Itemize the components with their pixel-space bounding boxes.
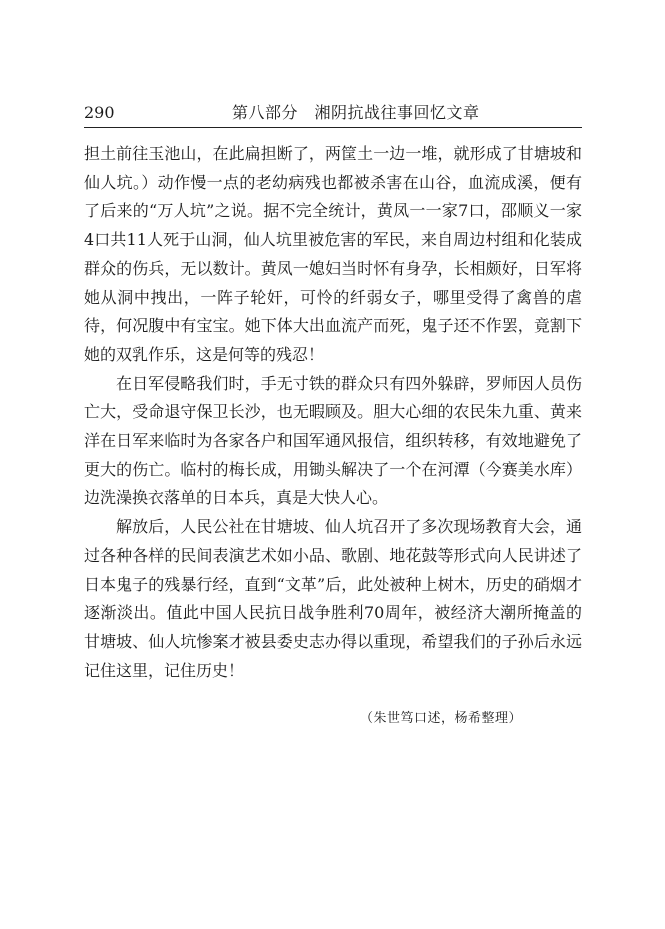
running-title: 第八部分 湘阴抗战往事回忆文章 xyxy=(232,103,480,122)
paragraph: 解放后，人民公社在甘塘坡、仙人坑召开了多次现场教育大会，通过各种各样的民间表演艺术如小品、歌剧、地花鼓等形式向人民讲述了日本鬼子的残暴行经，直到“文革”后，此处被种上树木，历史的硝烟才逐渐淡出。值此中国人民抗日战争胜利70周年，被经济大潮所掩盖的甘塘坡、仙人坑惨案才被县委史志办得以重现，希望我们的子孙后永远记住这里，记住历史！ xyxy=(84,517,582,680)
header-rule xyxy=(84,127,582,128)
page-header xyxy=(84,103,582,127)
page-number: 290 xyxy=(84,103,115,122)
paragraph: 担土前往玉池山，在此扁担断了，两筐土一边一堆，就形成了甘塘坡和仙人坑。）动作慢一点的老幼病残也都被杀害在山谷，血流成溪，便有了后来的“万人坑”之说。据不完全统计，黄凤一一家7口，邵顺义一家4口共11人死于山洞，仙人坑里被危害的军民，来自周边村组和化装成群众的伤兵，无以数计。黄凤一媳妇当时怀有身孕，长相颇好，日军将她从洞中拽出，一阵子轮奸，可怜的纤弱女子，哪里受得了禽兽的虐待，何况腹中有宝宝。她下体大出血流产而死，鬼子还不作罢，竟割下她的双乳作乐，这是何等的残忍！ xyxy=(84,144,582,364)
article-body xyxy=(84,140,582,685)
attribution: （朱世笃口述，杨希整理） xyxy=(360,711,523,726)
paragraph: 在日军侵略我们时，手无寸铁的群众只有四外躲辟，罗师因人员伤亡大，受命退守保卫长沙，也无暇顾及。胆大心细的农民朱九重、黄来洋在日军来临时为各家各户和国军通风报信，组织转移，有效地避免了更大的伤亡。临村的梅长成，用锄头解决了一个在河潭（今赛美水库）边洗澡换衣落单的日本兵，真是大快人心。 xyxy=(84,373,582,508)
